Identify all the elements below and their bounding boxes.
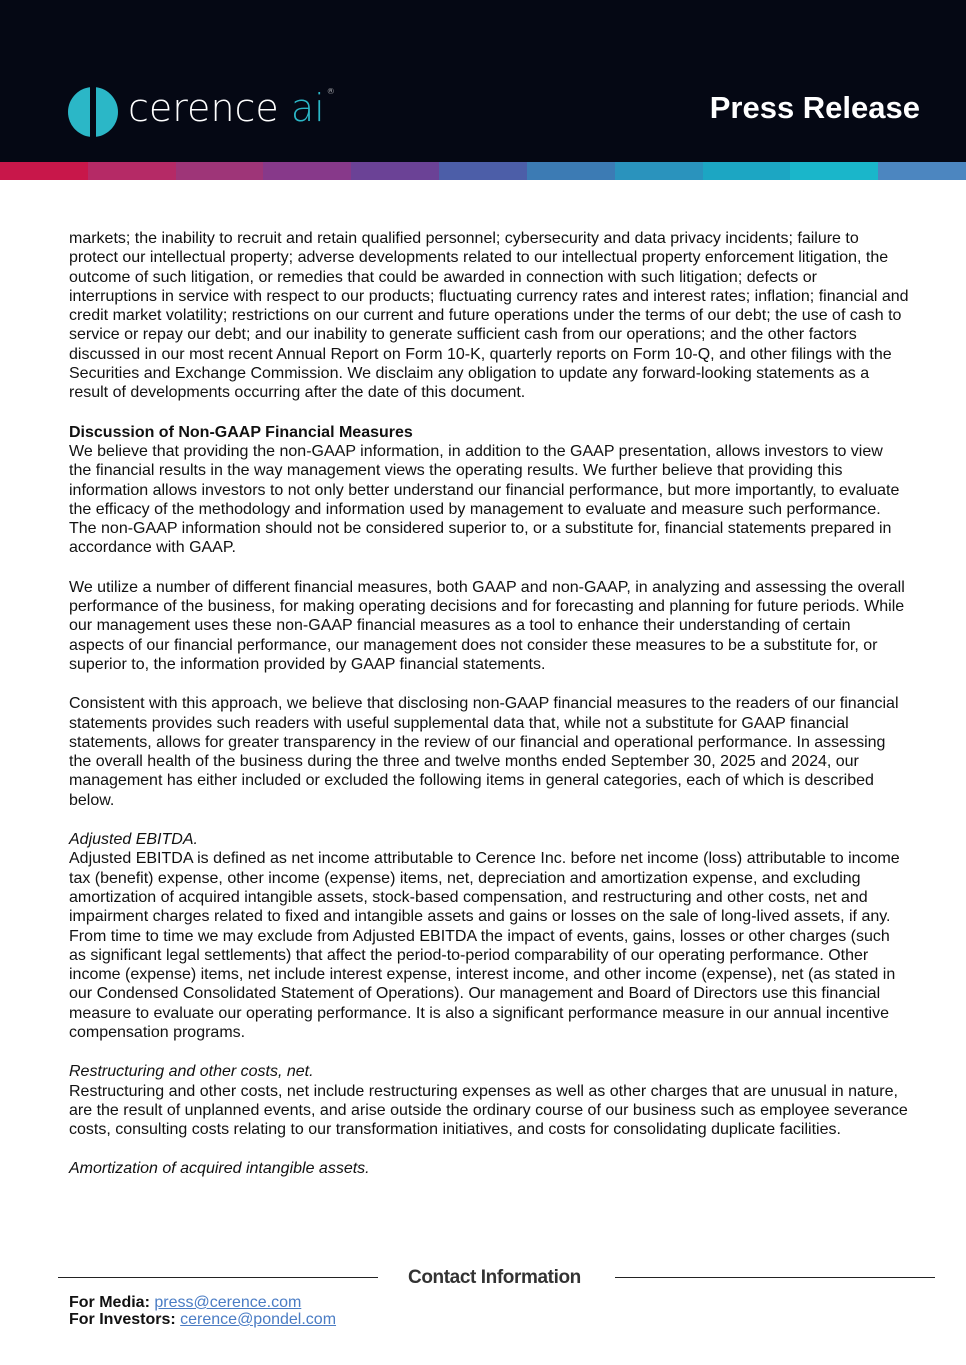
amortization-title: Amortization of acquired intangible assets.	[69, 1160, 370, 1178]
non-gaap-section	[69, 423, 909, 558]
adjusted-ebitda-paragraph: Adjusted EBITDA is defined as net income attributable to Cerence Inc. before net income (loss) attributable to income tax (benefit) expense, other income (expense) items, net, depreciation and amortization expense, and excluding amortization of acquired intangible assets, stock-based compensation, and restructuring and other costs, net and impairment charges related to fixed and intangible assets and gains or losses on the sale of long-lived assets, if any. From time to time we may exclude from Adjusted EBITDA the impact of events, gains, losses or other charges (such as significant legal settlements) that affect the period-to-period comparability of our operating performance. Other income (expense) items, net include interest expense, interest income, and other income (expense), net (as stated in our Condensed Consolidated Statement of Operations). Our management and Board of Directors use this financial measure to evaluate our operating performance. It is also a significant performance measure in our annual incentive compensation programs.	[69, 850, 900, 1041]
investors-contact	[69, 1311, 336, 1329]
investors-email-link[interactable]: cerence@pondel.com	[180, 1311, 337, 1328]
approach-paragraph: Consistent with this approach, we believe that disclosing non-GAAP financial measures to the readers of our financial statements provides such readers with useful supplemental data that, while not a substitute for GAAP financial statements, allows for greater transparency in the review of our financial and operational performance. In assessing the overall health of the business during the three and twelve months ended September 30, 2025 and 2024, our management has either included or excluded the following items in general categories, each of which is described below.	[69, 695, 899, 809]
logo-word: cerence	[128, 86, 279, 130]
media-contact	[69, 1294, 301, 1312]
logo-suffix: ai	[290, 86, 325, 130]
non-gaap-intro-paragraph: We believe that providing the non-GAAP information, in addition to the GAAP presentation, allows investors to view the financial results in the way management views the operating results. We further believe that providing this information allows investors to not only better understand our financial performance, but more importantly, to evaluate the efficacy of the methodology and information used by management to evaluate and measure such performance. The non-GAAP information should not be considered superior to, or a substitute for, financial statements prepared in accordance with GAAP.	[69, 442, 900, 557]
color-bar-segment	[790, 162, 878, 180]
color-bar-segment	[615, 162, 703, 180]
color-bar-segment	[527, 162, 615, 180]
cerence-logo-icon	[67, 86, 119, 138]
media-email-link[interactable]: press@cerence.com	[154, 1294, 302, 1311]
adjusted-ebitda-title: Adjusted EBITDA.	[69, 831, 198, 849]
color-bar-segment	[88, 162, 176, 180]
media-label: For Media:	[69, 1294, 150, 1311]
adjusted-ebitda-section	[69, 830, 909, 1042]
forward-looking-paragraph: markets; the inability to recruit and retain qualified personnel; cybersecurity and data privacy incidents; failure to protect our intellectual property; adverse developments related to our intellectual property enforcement litigation, the outcome of such litigation, or remedies that could be awarded in connection with such litigation; defects or interruptions in service with respect to our products; fluctuating currency rates and interest rates; inflation; financial and credit market volatility; restrictions on our current and future operations under the terms of our debt; the use of cash to service or repay our debt; and our inability to generate sufficient cash from our operations; and the other factors discussed in our most recent Annual Report on Form 10-K, quarterly reports on Form 10-Q, and other filings with the Securities and Exchange Commission. We disclaim any obligation to update any forward-looking statements as a result of developments occurring after the date of this document.	[69, 230, 909, 402]
page-header	[0, 0, 966, 162]
contact-divider-right	[615, 1277, 935, 1278]
color-bar-segment	[0, 162, 88, 180]
logo-registered-mark: ®	[326, 87, 335, 96]
financial-measures-paragraph: We utilize a number of different financial measures, both GAAP and non-GAAP, in analyzing and assessing the overall performance of the business, for making operating decisions and for forecasting and planning for future periods. While our management uses these non-GAAP financial measures as a tool to enhance their understanding of certain aspects of our financial performance, our management does not consider these measures to be a substitute for, or superior to, the information provided by GAAP financial statements.	[69, 578, 905, 673]
company-logo-text	[128, 82, 335, 134]
amortization-section	[69, 1159, 909, 1178]
document-body	[69, 229, 909, 1199]
restructuring-paragraph: Restructuring and other costs, net include restructuring expenses as well as other charges that are unusual in nature, are the result of unplanned events, and arise outside the ordinary course of our business such as employee severance costs, consulting costs relating to our transformation initiatives, and costs for consolidating duplicate facilities.	[69, 1082, 908, 1139]
press-release-title: Press Release	[709, 90, 920, 125]
color-bar-segment	[703, 162, 791, 180]
contact-heading: Contact Information	[408, 1267, 581, 1288]
restructuring-section	[69, 1062, 909, 1139]
color-bar-segment	[263, 162, 351, 180]
header-color-bar	[0, 162, 966, 180]
color-bar-segment	[351, 162, 439, 180]
restructuring-title: Restructuring and other costs, net.	[69, 1063, 314, 1081]
color-bar-segment	[878, 162, 966, 180]
contact-divider-left	[58, 1277, 378, 1278]
section-title: Discussion of Non-GAAP Financial Measures	[69, 423, 413, 441]
investors-label: For Investors:	[69, 1311, 176, 1328]
color-bar-segment	[176, 162, 264, 180]
color-bar-segment	[439, 162, 527, 180]
